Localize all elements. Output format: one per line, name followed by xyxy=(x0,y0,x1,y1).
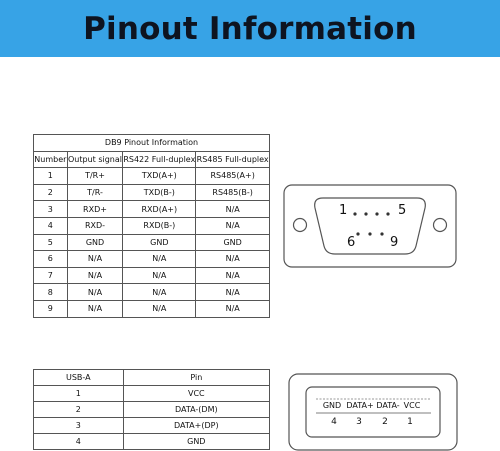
table-row xyxy=(34,168,270,185)
table-row xyxy=(34,234,270,251)
db9-table-body xyxy=(34,168,270,317)
usb-pin-numbers xyxy=(331,417,413,427)
column-header-pin: Pin xyxy=(123,370,269,386)
usb-pin-name: GND xyxy=(322,401,342,410)
page-title: Pinout Information xyxy=(83,10,417,47)
cell-rs422: RXD(A+) xyxy=(123,201,196,218)
usb-pin-number: 4 xyxy=(331,417,337,427)
pin-hole xyxy=(380,232,383,235)
pin-label-1: 1 xyxy=(339,203,348,218)
cell-usb-a: 2 xyxy=(34,402,124,418)
cell-output-signal: N/A xyxy=(67,267,123,284)
table-row xyxy=(34,267,270,284)
usb-a-connector-diagram xyxy=(288,373,458,451)
pin-hole xyxy=(353,212,356,215)
cell-rs485: N/A xyxy=(196,267,270,284)
cell-pin: VCC xyxy=(123,386,269,402)
cell-number: 5 xyxy=(34,234,68,251)
table-row xyxy=(34,217,270,234)
cell-rs422: N/A xyxy=(123,284,196,301)
cell-number: 8 xyxy=(34,284,68,301)
pin-hole xyxy=(386,212,389,215)
cell-usb-a: 4 xyxy=(34,434,124,450)
usb-pin-number: 1 xyxy=(407,417,413,427)
cell-output-signal: T/R- xyxy=(67,184,123,201)
cell-output-signal: RXD+ xyxy=(67,201,123,218)
pin-label-9: 9 xyxy=(390,235,399,250)
db9-table-caption: DB9 Pinout Information xyxy=(34,135,270,152)
column-header-number: Number xyxy=(34,151,68,168)
usb-shell xyxy=(306,387,440,437)
table-header-row xyxy=(34,151,270,168)
mounting-hole-right xyxy=(434,219,447,232)
column-header-rs485: RS485 Full-duplex xyxy=(196,151,270,168)
table-row xyxy=(34,434,270,450)
cell-rs485: GND xyxy=(196,234,270,251)
table-row xyxy=(34,184,270,201)
pin-hole xyxy=(364,212,367,215)
usb-pin-name: DATA- xyxy=(376,401,400,410)
cell-usb-a: 3 xyxy=(34,418,124,434)
cell-rs422: N/A xyxy=(123,267,196,284)
usb-table-body xyxy=(34,386,270,450)
cell-pin: DATA+(DP) xyxy=(123,418,269,434)
cell-rs422: TXD(A+) xyxy=(123,168,196,185)
pin-holes xyxy=(353,212,389,235)
table-row xyxy=(34,402,270,418)
cell-rs485: N/A xyxy=(196,217,270,234)
cell-output-signal: N/A xyxy=(67,284,123,301)
cell-number: 9 xyxy=(34,300,68,317)
usb-pin-number: 3 xyxy=(356,417,362,427)
cell-usb-a: 1 xyxy=(34,386,124,402)
cell-rs485: N/A xyxy=(196,251,270,268)
table-row xyxy=(34,386,270,402)
db9-connector-diagram xyxy=(283,184,457,268)
cell-output-signal: GND xyxy=(67,234,123,251)
cell-rs422: TXD(B-) xyxy=(123,184,196,201)
cell-rs485: RS485(B-) xyxy=(196,184,270,201)
pin-label-5: 5 xyxy=(398,203,407,218)
cell-rs485: N/A xyxy=(196,300,270,317)
cell-rs422: RXD(B-) xyxy=(123,217,196,234)
pin-hole xyxy=(356,232,359,235)
cell-rs422: N/A xyxy=(123,300,196,317)
cell-rs485: N/A xyxy=(196,201,270,218)
table-caption-row xyxy=(34,135,270,152)
cell-rs485: RS485(A+) xyxy=(196,168,270,185)
cell-output-signal: RXD- xyxy=(67,217,123,234)
table-header-row xyxy=(34,370,270,386)
usb-pin-names xyxy=(323,401,421,410)
column-header-usb-a: USB-A xyxy=(34,370,124,386)
cell-number: 6 xyxy=(34,251,68,268)
d-sub-shell xyxy=(315,198,426,254)
pin-label-6: 6 xyxy=(347,235,356,250)
cell-pin: DATA-(DM) xyxy=(123,402,269,418)
table-row xyxy=(34,300,270,317)
column-header-rs422: RS422 Full-duplex xyxy=(123,151,196,168)
cell-rs422: N/A xyxy=(123,251,196,268)
usb-pin-name: VCC xyxy=(403,401,421,410)
usb-pin-number: 2 xyxy=(382,417,388,427)
column-header-output-signal: Output signal xyxy=(67,151,123,168)
cell-number: 3 xyxy=(34,201,68,218)
cell-number: 1 xyxy=(34,168,68,185)
cell-rs422: GND xyxy=(123,234,196,251)
table-row xyxy=(34,201,270,218)
table-row xyxy=(34,284,270,301)
db9-pinout-table xyxy=(33,134,270,318)
usb-pinout-table xyxy=(33,369,270,450)
pin-hole xyxy=(375,212,378,215)
cell-pin: GND xyxy=(123,434,269,450)
mounting-hole-left xyxy=(294,219,307,232)
connector-frame xyxy=(289,374,457,450)
cell-output-signal: T/R+ xyxy=(67,168,123,185)
usb-pin-name: DATA+ xyxy=(346,401,374,410)
cell-number: 7 xyxy=(34,267,68,284)
pin-hole xyxy=(368,232,371,235)
cell-output-signal: N/A xyxy=(67,300,123,317)
table-row xyxy=(34,251,270,268)
cell-output-signal: N/A xyxy=(67,251,123,268)
title-banner xyxy=(0,0,500,57)
cell-rs485: N/A xyxy=(196,284,270,301)
cell-number: 4 xyxy=(34,217,68,234)
table-row xyxy=(34,418,270,434)
cell-number: 2 xyxy=(34,184,68,201)
connector-frame xyxy=(284,185,456,267)
